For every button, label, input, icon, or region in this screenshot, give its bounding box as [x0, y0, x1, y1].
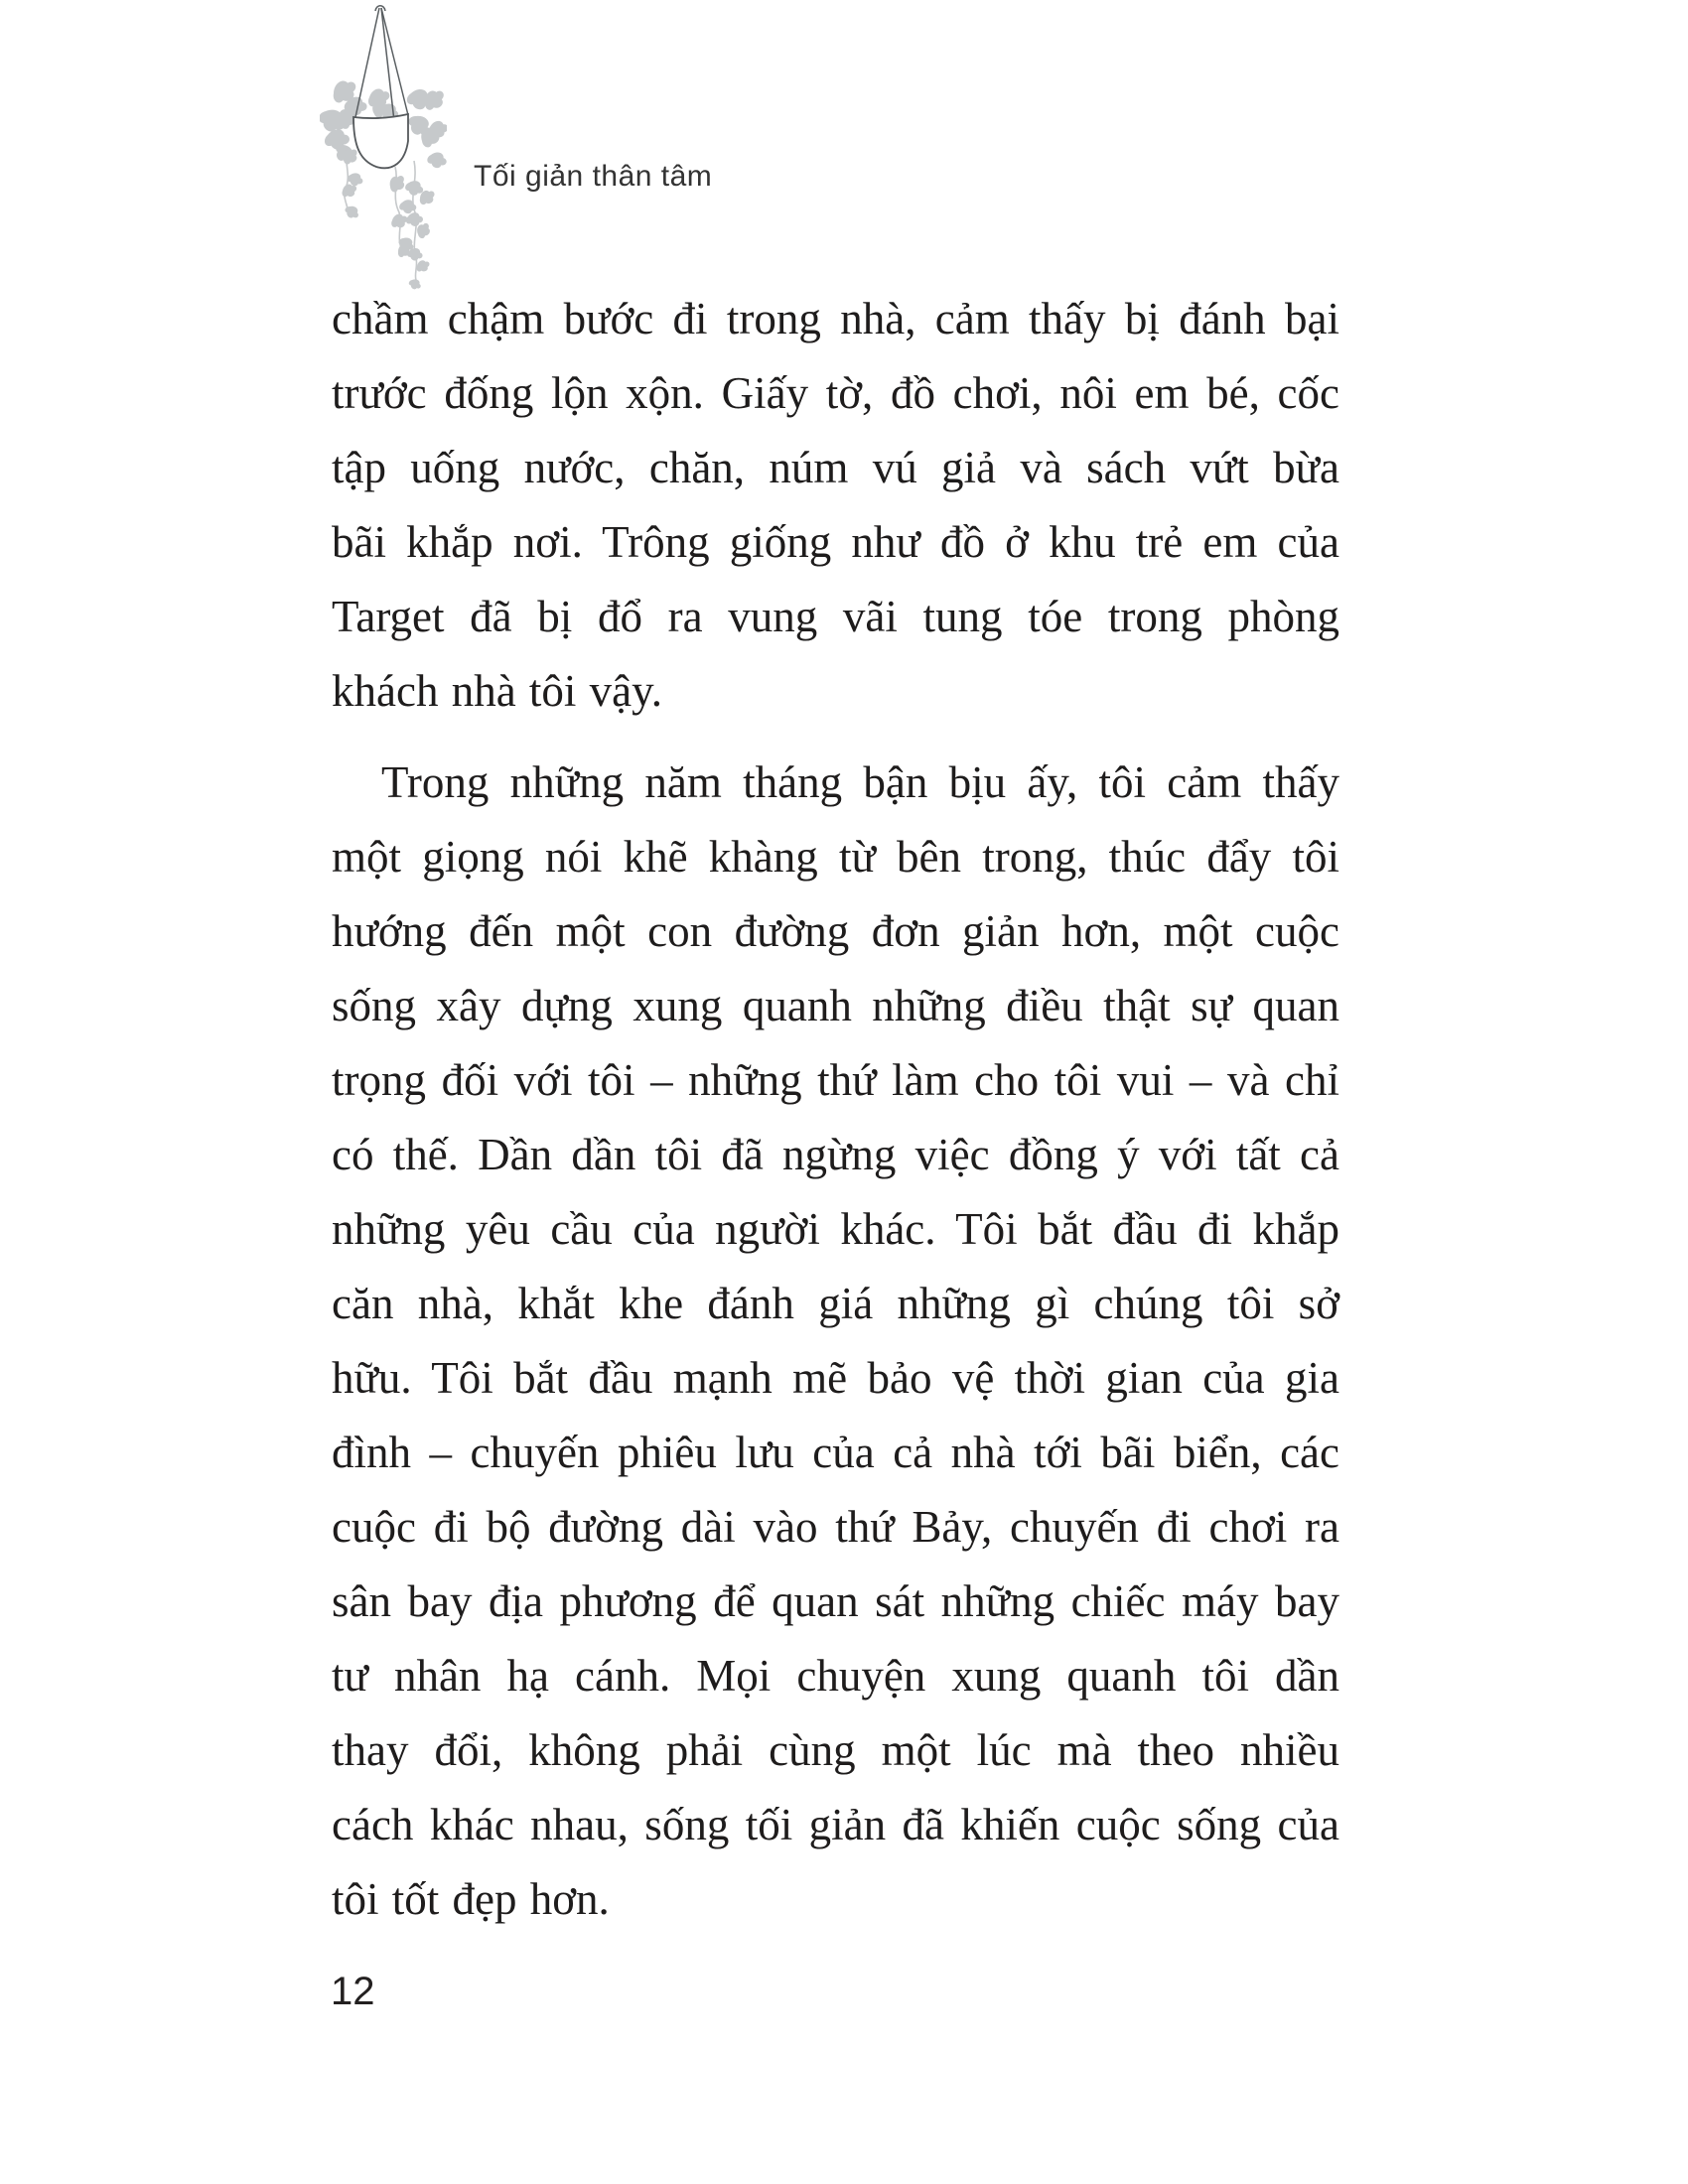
paragraph	[332, 282, 1339, 729]
text-line: bãi khắp nơi. Trông giống như đồ ở khu trẻ em của	[332, 517, 1339, 567]
text-line: thay đổi, không phải cùng một lúc mà theo nhiều	[332, 1725, 1339, 1775]
body-text-block	[332, 282, 1339, 1937]
text-line: sống xây dựng xung quanh những điều thật sự quan	[332, 981, 1339, 1030]
text-line: trước đống lộn xộn. Giấy tờ, đồ chơi, nôi em bé, cốc	[332, 368, 1339, 418]
text-line: Target đã bị đổ ra vung vãi tung tóe trong phòng	[332, 592, 1339, 641]
text-line: hữu. Tôi bắt đầu mạnh mẽ bảo vệ thời gian của gia	[332, 1353, 1339, 1403]
text-line: cách khác nhau, sống tối giản đã khiến cuộc sống của	[332, 1800, 1339, 1849]
running-header-book-title: Tối giản thân tâm	[474, 160, 713, 193]
text-line: căn nhà, khắt khe đánh giá những gì chúng tôi sở	[332, 1279, 1339, 1328]
text-line: một giọng nói khẽ khàng từ bên trong, thúc đẩy tôi	[332, 832, 1339, 882]
text-line: Trong những năm tháng bận bịu ấy, tôi cảm thấy	[381, 757, 1339, 807]
text-line: tôi tốt đẹp hơn.	[332, 1874, 610, 1924]
text-line: trọng đối với tôi – những thứ làm cho tôi vui – và chỉ	[332, 1055, 1339, 1105]
text-line: cuộc đi bộ đường dài vào thứ Bảy, chuyến đi chơi ra	[332, 1502, 1339, 1552]
text-line: tập uống nước, chăn, núm vú giả và sách vứt bừa	[332, 443, 1339, 492]
text-line: những yêu cầu của người khác. Tôi bắt đầu đi khắp	[332, 1204, 1339, 1254]
hanging-plant-icon	[320, 2, 447, 292]
text-line: sân bay địa phương để quan sát những chiếc máy bay	[332, 1576, 1339, 1626]
paragraph	[332, 746, 1339, 1937]
text-line: đình – chuyến phiêu lưu của cả nhà tới bãi biển, các	[332, 1428, 1339, 1477]
text-line: có thế. Dần dần tôi đã ngừng việc đồng ý với tất cả	[332, 1130, 1339, 1179]
text-line: khách nhà tôi vậy.	[332, 666, 662, 716]
text-line: tư nhân hạ cánh. Mọi chuyện xung quanh tôi dần	[332, 1651, 1339, 1701]
text-line: chầm chậm bước đi trong nhà, cảm thấy bị đánh bại	[332, 294, 1339, 343]
page-number: 12	[331, 1970, 375, 2013]
text-line: hướng đến một con đường đơn giản hơn, một cuộc	[332, 906, 1339, 956]
